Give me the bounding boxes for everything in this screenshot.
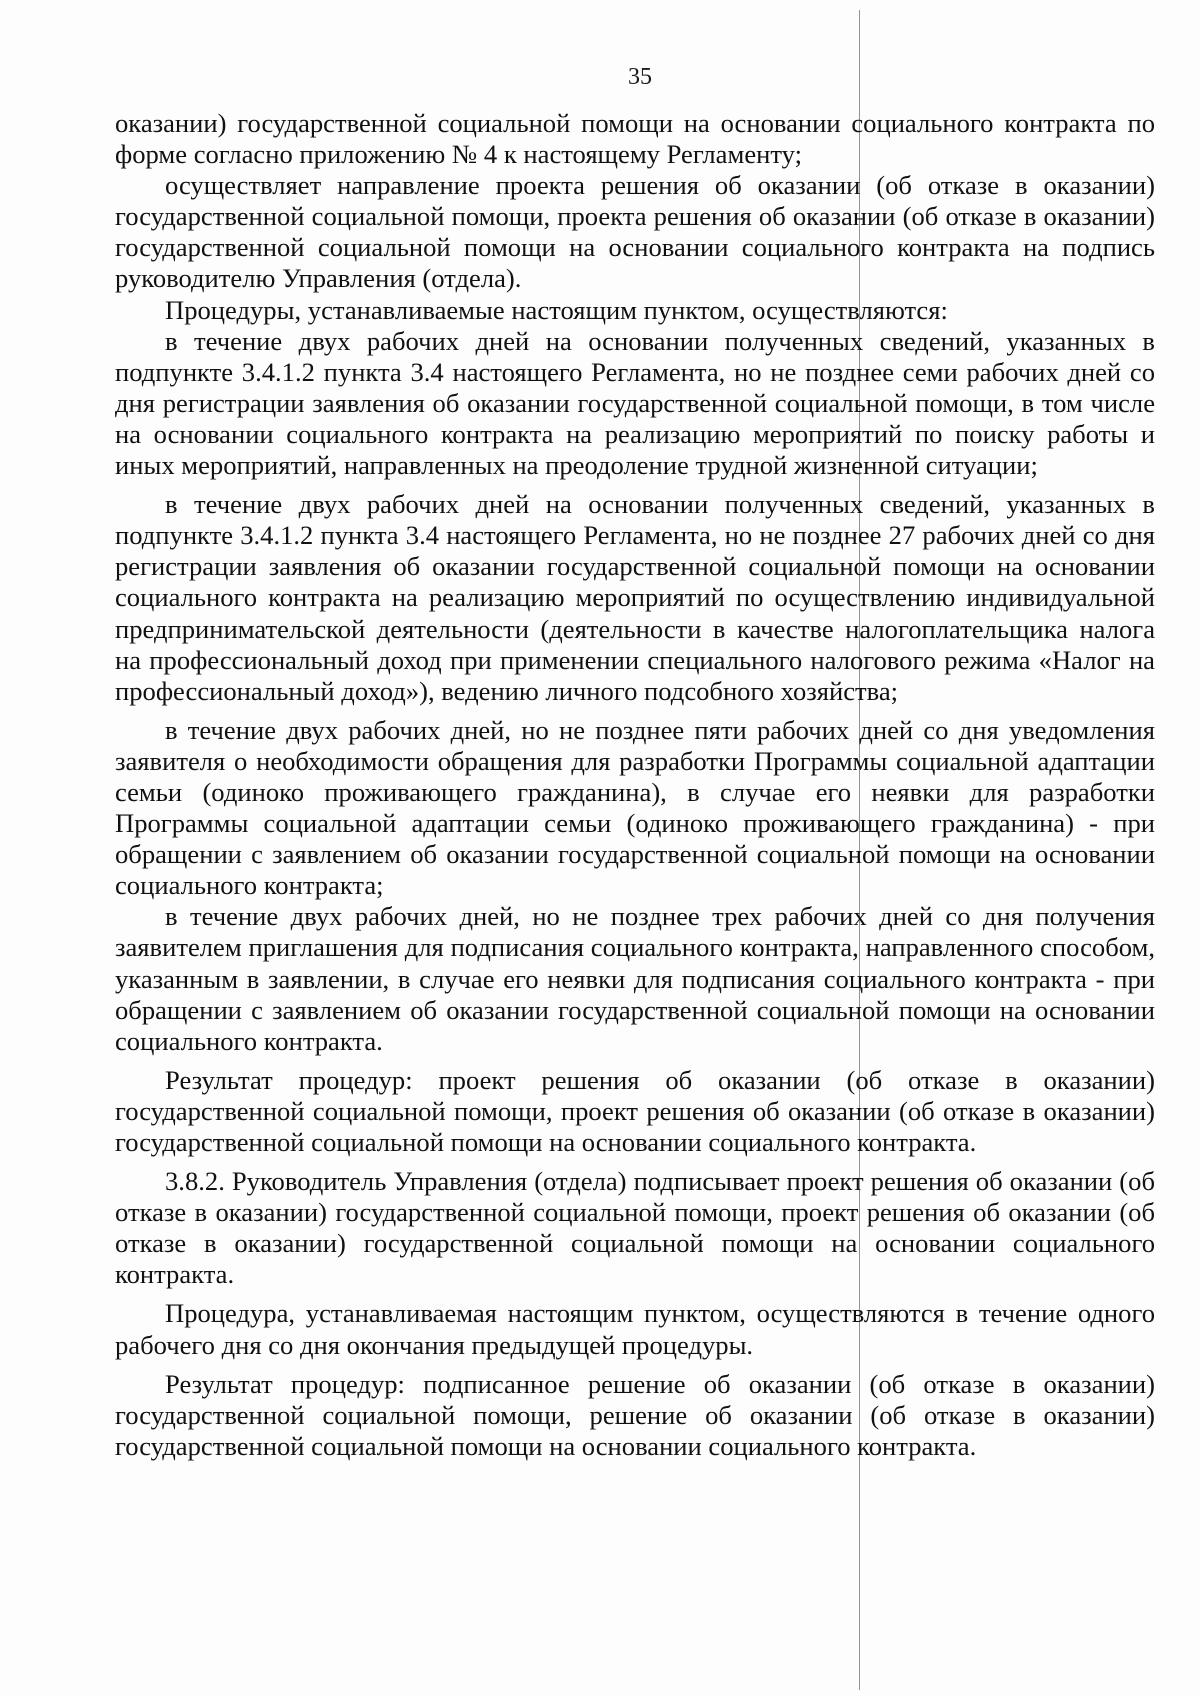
paragraph-result-drafts: Результат процедур: проект решения об оказании (об отказе в оказании) государственной социальной помощи, проект решения об оказании (об отказе в оказании) государственной социальной помощи на основании социального контракта. xyxy=(115,1064,1155,1157)
paragraph-sending-draft: осуществляет направление проекта решения об оказании (об отказе в оказании) государственной социальной помощи, проекта решения об оказании (об отказе в оказании) государственной социальной помощи на основании социального контракта на подпись руководителю Управления (отдела). xyxy=(115,170,1155,294)
paragraph-result-signed: Результат процедур: подписанное решение об оказании (об отказе в оказании) государственной социальной помощи, решение об оказании (об отказе в оказании) государственной социальной помощи на основании социального контракта. xyxy=(115,1368,1155,1461)
paragraph-procedure-term: Процедура, устанавливаемая настоящим пунктом, осуществляются в течение одного рабочего дня со дня окончания предыдущей процедуры. xyxy=(115,1298,1155,1360)
paragraph-term-seven-days: в течение двух рабочих дней на основании полученных сведений, указанных в подпункте 3.4.1.2 пункта 3.4 настоящего Регламента, но не позднее семи рабочих дней со дня регистрации заявления об оказании государственной социальной помощи, в том числе на основании социального контракта на реализацию мероприятий по поиску работы и иных мероприятий, направленных на преодоление трудной жизненной ситуации; xyxy=(115,325,1155,481)
page-number: 35 xyxy=(628,64,652,90)
paragraph-procedures-intro: Процедуры, устанавливаемые настоящим пунктом, осуществляются: xyxy=(165,294,948,325)
paragraph-term-27-days: в течение двух рабочих дней на основании полученных сведений, указанных в подпункте 3.4.1.2 пункта 3.4 настоящего Регламента, но не позднее 27 рабочих дней со дня регистрации заявления об оказании государственной социальной помощи на основании социального контракта на реализацию мероприятий по осуществлению индивидуальной предпринимательской деятельности (деятельности в качестве налогоплательщика налога на профессиональный доход при применении специального налогового режима «Налог на профессиональный доход»), ведению личного подсобного хозяйства; xyxy=(115,489,1155,706)
paragraph-term-five-days: в течение двух рабочих дней, но не позднее пяти рабочих дней со дня уведомления заявителя о необходимости обращения для разработки Программы социальной адаптации семьи (одиноко проживающего гражданина), в случае его неявки для разработки Программы социальной адаптации семьи (одиноко проживающего гражданина) - при обращении с заявлением об оказании государственной социальной помощи на основании социального контракта; xyxy=(115,714,1155,901)
paragraph-3-8-2: 3.8.2. Руководитель Управления (отдела) подписывает проект решения об оказании (об отказе в оказании) государственной социальной помощи, проект решения об оказании (об отказе в оказании) государственной социальной помощи на основании социального контракта. xyxy=(115,1166,1155,1290)
document-body xyxy=(115,108,1155,1462)
paragraph-term-three-days: в течение двух рабочих дней, но не позднее трех рабочих дней со дня получения заявителем приглашения для подписания социального контракта, направленного способом, указанным в заявлении, в случае его неявки для подписания социального контракта - при обращении с заявлением об оказании государственной социальной помощи на основании социального контракта. xyxy=(115,901,1155,1056)
paragraph-continuation: оказании) государственной социальной помощи на основании социального контракта по форме согласно приложению № 4 к настоящему Регламенту; xyxy=(115,108,1155,170)
